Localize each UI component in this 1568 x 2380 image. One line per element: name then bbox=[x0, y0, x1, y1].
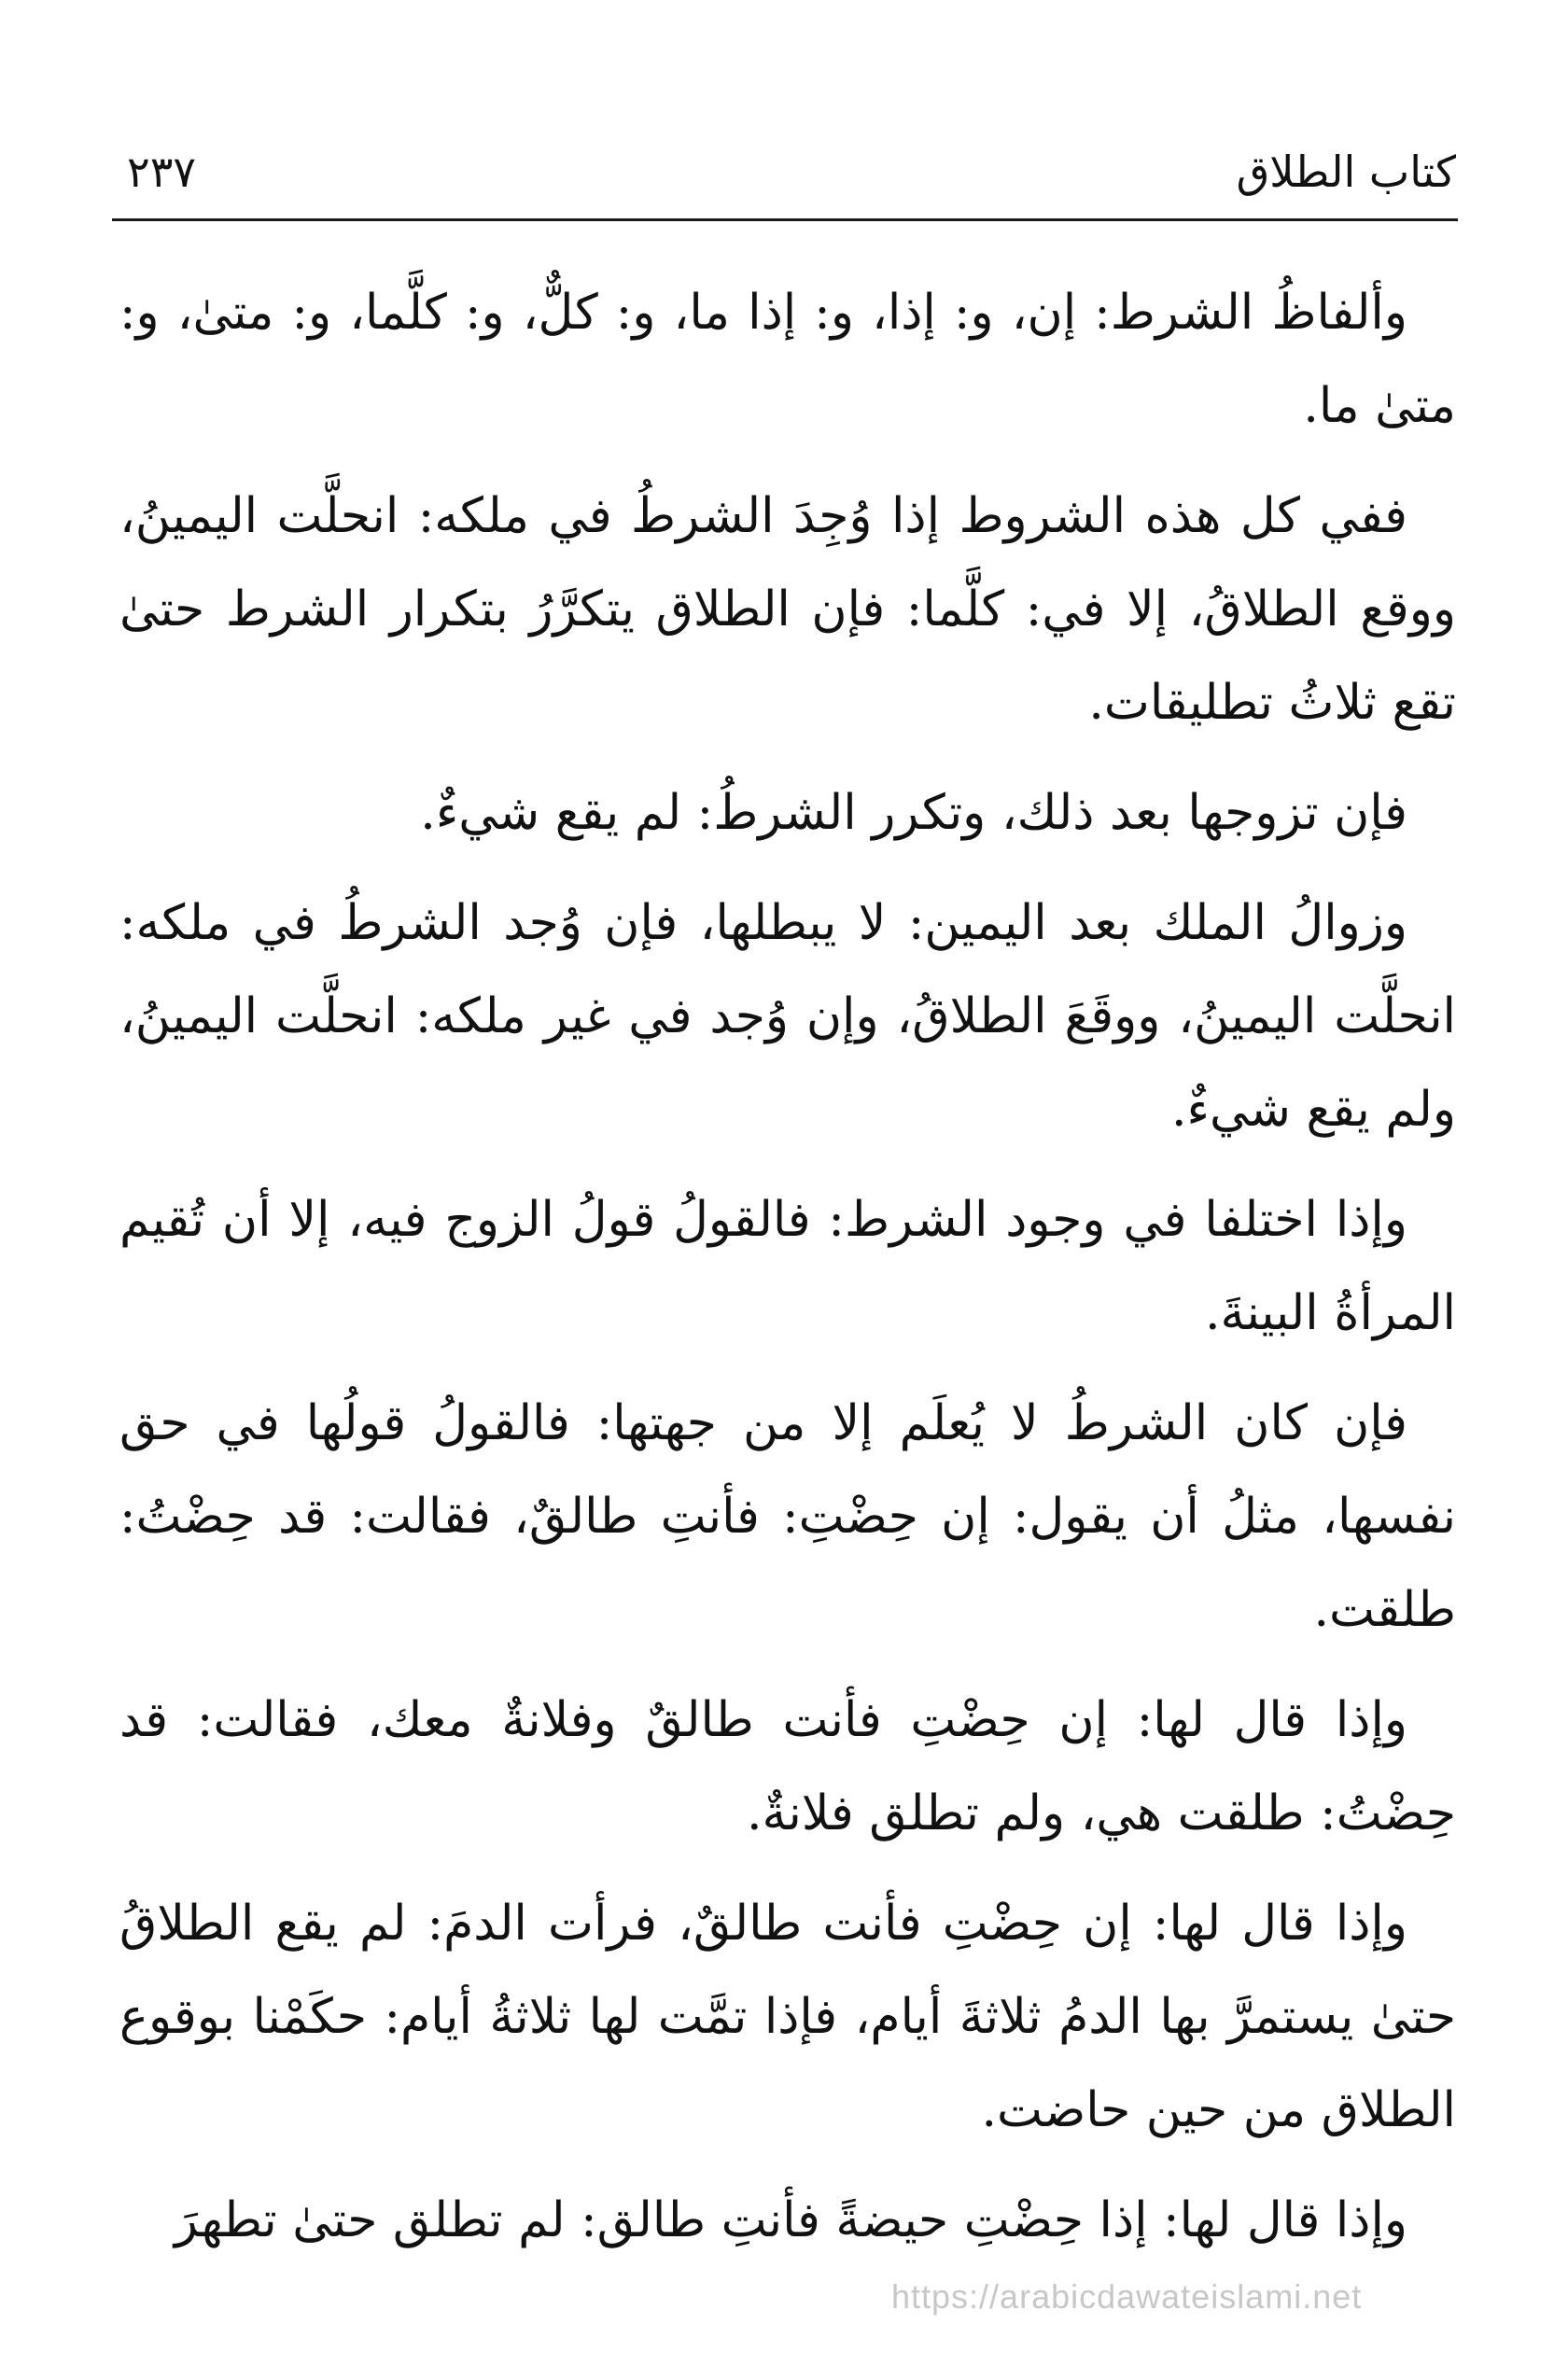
book-title: كتاب الطلاق bbox=[1236, 147, 1456, 197]
paragraph: ففي كل هذه الشروط إذا وُجِدَ الشرطُ في ملكه: انحلَّت اليمينُ، ووقع الطلاقُ، إلا في: كلَّما: فإن الطلاق يتكرَّرُ بتكرار الشرط حتىٰ تقع ثلاثُ تطليقات. bbox=[119, 488, 1456, 731]
paragraph: وإذا قال لها: إن حِضْتِ فأنت طالقٌ وفلانةٌ معك، فقالت: قد حِضْتُ: طلقت هي، ولم تطلق فلانةٌ. bbox=[119, 1692, 1456, 1841]
paragraph: وألفاظُ الشرط: إن، و: إذا، و: إذا ما، و: كلٌّ، و: كلَّما، و: متىٰ، و: متىٰ ما. bbox=[119, 285, 1456, 434]
page-number: ٢٣٧ bbox=[127, 147, 197, 197]
body-text bbox=[119, 266, 1456, 2284]
running-header bbox=[119, 140, 1456, 215]
paragraph: فإن تزوجها بعد ذلك، وتكرر الشرطُ: لم يقع شيءٌ. bbox=[420, 785, 1407, 841]
header-rule bbox=[112, 218, 1458, 221]
paragraph: وإذا قال لها: إن حِضْتِ فأنت طالقٌ، فرأت الدمَ: لم يقع الطلاقُ حتىٰ يستمرَّ بها الدمُ ثلاثةَ أيام، فإذا تمَّت لها ثلاثةُ أيام: حكَمْنا بوقوع الطلاق من حين حاضت. bbox=[119, 1896, 1456, 2138]
watermark-url: https://arabicdawateislami.net bbox=[891, 2277, 1363, 2316]
paragraph: فإن كان الشرطُ لا يُعلَم إلا من جهتها: فالقولُ قولُها في حق نفسها، مثلُ أن يقول: إن حِضْتِ: فأنتِ طالقٌ، فقالت: قد حِضْتُ: طلقت. bbox=[119, 1395, 1456, 1638]
paragraph: وزوالُ الملك بعد اليمين: لا يبطلها، فإن وُجد الشرطُ في ملكه: انحلَّت اليمينُ، ووقَعَ الطلاقُ، وإن وُجد في غير ملكه: انحلَّت اليمينُ، ولم يقع شيءٌ. bbox=[119, 895, 1456, 1138]
paragraph: وإذا قال لها: إذا حِضْتِ حيضةً فأنتِ طالق: لم تطلق حتىٰ تطهرَ bbox=[174, 2192, 1407, 2248]
paragraph: وإذا اختلفا في وجود الشرط: فالقولُ قولُ الزوج فيه، إلا أن تُقيم المرأةُ البينةَ. bbox=[119, 1192, 1456, 1341]
